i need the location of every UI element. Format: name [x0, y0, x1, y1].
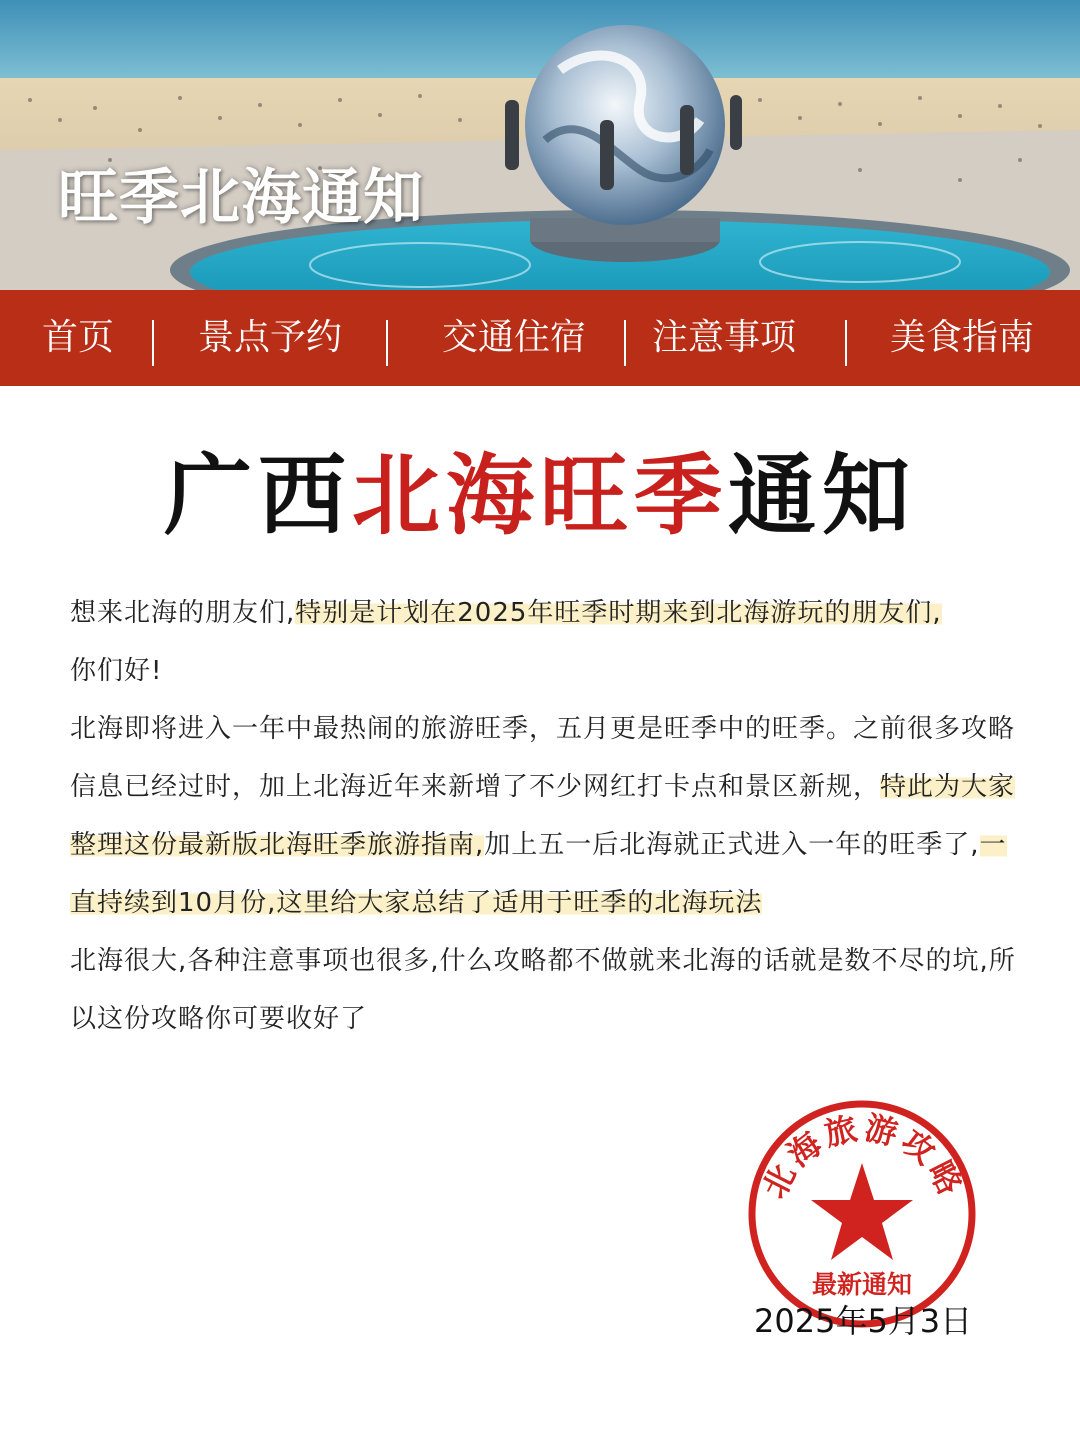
- page-headline: [0, 446, 1080, 546]
- hero-title: 旺季北海通知: [58, 163, 424, 233]
- text-segment: 北海很大,各种注意事项也很多,什么攻略都不做就来北海的话就是数不尽的坑,所以这份攻略你可要收好了: [70, 946, 1016, 1034]
- hero-banner: [0, 0, 1080, 290]
- nav-bar: [0, 290, 1080, 386]
- text-segment: 你们好!: [70, 656, 163, 686]
- nav-item-notes[interactable]: 注意事项: [652, 317, 797, 358]
- text-segment: 想来北海的朋友们,: [70, 598, 296, 628]
- nav-item-transport-lodging[interactable]: 交通住宿: [442, 317, 587, 358]
- star-icon: [811, 1163, 913, 1260]
- nav-item-home[interactable]: 首页: [42, 317, 115, 358]
- highlighted-text: 特此为大家整理这份最新版北海旺季旅游指南,: [70, 772, 1016, 860]
- text-segment: 北海即将进入一年中最热闹的旅游旺季，五月更是旺季中的旺季。之前很多攻略信息已经过时，加上北海近年来新增了不少网红打卡点和景区新规，: [70, 714, 1016, 802]
- issue-date: 2025年5月3日: [754, 1302, 973, 1340]
- highlighted-text: 特别是计划在2025年旺季时期来到北海游玩的朋友们,: [295, 598, 942, 628]
- article-body: [70, 584, 1030, 1048]
- beach-sculpture-photo: [0, 0, 1080, 290]
- text-segment: 加上五一后北海就正式进入一年的旺季了,: [484, 830, 980, 860]
- paragraph-intro: [70, 700, 1030, 932]
- seal-bottom-text: 最新通知: [811, 1270, 913, 1299]
- headline-part-region: 广西: [163, 444, 352, 547]
- highlighted-text: 一直持续到10月份,这里给大家总结了适用于旺季的北海玩法: [70, 830, 1007, 918]
- paragraph-reminder: [70, 932, 1030, 1048]
- headline-part-accent: 北海旺季: [351, 444, 728, 547]
- headline-part-notice: 通知: [728, 444, 917, 547]
- seal-arc-text: 北海旅游攻略: [755, 1108, 971, 1205]
- nav-divider: [386, 320, 388, 366]
- nav-item-attraction-booking[interactable]: 景点予约: [198, 317, 343, 358]
- nav-divider: [624, 320, 626, 366]
- nav-divider: [152, 320, 154, 366]
- nav-divider: [845, 320, 847, 366]
- nav-item-food-guide[interactable]: 美食指南: [890, 317, 1035, 358]
- paragraph-greeting: [70, 584, 1030, 700]
